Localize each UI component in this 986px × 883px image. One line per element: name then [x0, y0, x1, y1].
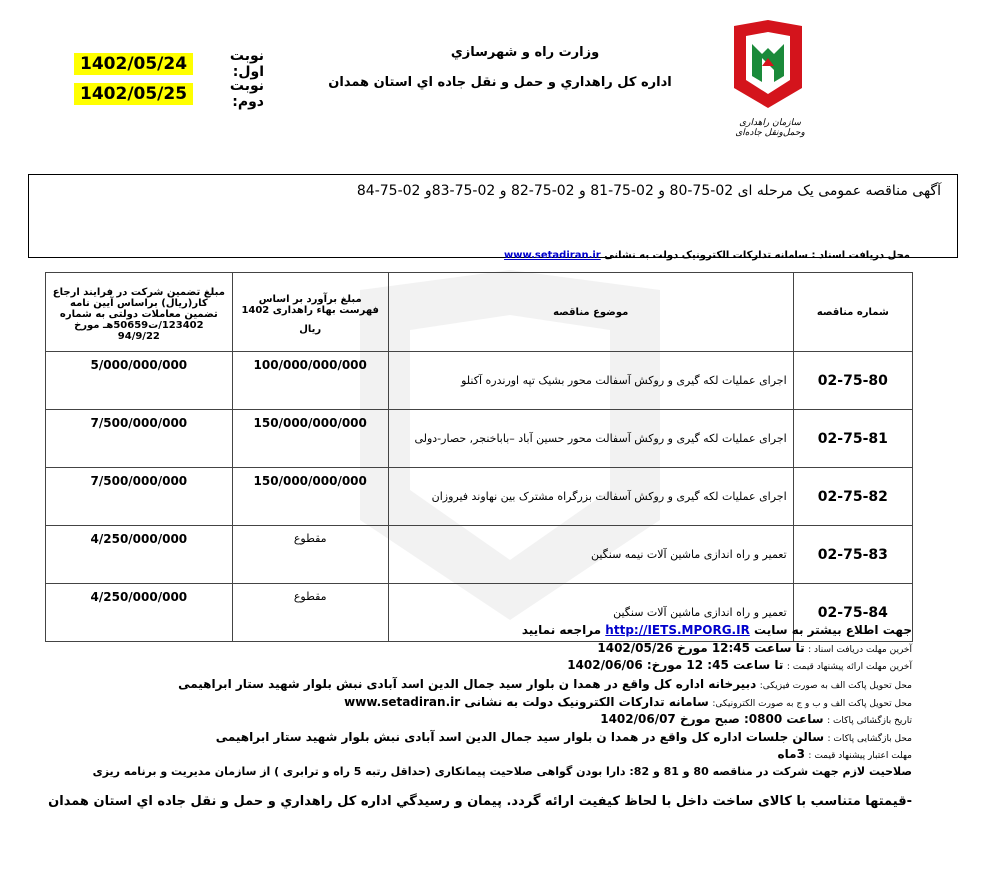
opening-date-value: ساعت 0800: صبح مورخ 1402/06/07 — [600, 712, 824, 726]
table-row — [46, 410, 913, 468]
tender-number: 02-75-81 — [793, 410, 912, 468]
tender-subject: تعمیر و راه اندازی ماشین آلات سنگین — [388, 584, 793, 642]
directorate-name: اداره كل راهداري و حمل و نقل جاده اي استان همدان — [328, 75, 672, 90]
validity-line — [52, 747, 912, 761]
tender-estimate: 150/000/000/000 — [232, 410, 388, 468]
tender-estimate: 150/000/000/000 — [232, 468, 388, 526]
final-note: -قیمتها متناسب با کالای ساخت داخل با لحاظ کیفیت ارائه گردد. پیمان و رسیدگي اداره كل راهداري و حمل و نقل جاده اي استان همدان — [48, 794, 912, 809]
physical-delivery-line — [52, 677, 912, 691]
doc-deadline-line — [52, 641, 912, 655]
header-estimate-text: مبلغ برآورد بر اساس فهرست بهاء راهداری 1402 — [241, 293, 379, 316]
tender-title: آگهی مناقصه عمومی یک مرحله ای 02-75-80 و 02-75-81 و 02-75-82 و 02-75-83و 02-75-84 — [356, 183, 941, 199]
document-source-text: محل دریافت اسناد : سامانه تدارکات الکترونیک دولت به نشانی — [604, 250, 910, 261]
bid-deadline-label: آخرین مهلت ارائه پیشنهاد قیمت : — [786, 662, 912, 672]
tender-deposit: 4/250/000/000 — [46, 584, 233, 642]
tender-estimate: 100/000/000/000 — [232, 352, 388, 410]
validity-value: 3ماه — [777, 747, 805, 761]
logo-caption: سازمان راهداری وحمل‌ونقل جاده‌ای — [735, 118, 805, 138]
opening-place-value: سالن جلسات اداره کل واقع در همدا ن بلوار سید جمال الدین اسد آبادی نبش بلوار شهید ستار ابراهیمی — [215, 730, 825, 744]
second-publication — [74, 78, 264, 110]
electronic-delivery-line — [52, 695, 912, 709]
validity-label: مهلت اعتبار پیشنهاد قیمت : — [808, 751, 912, 761]
electronic-delivery-label: محل تحویل پاکت الف و ب و ج به صورت الکترونیکی: — [712, 699, 912, 709]
tender-number: 02-75-83 — [793, 526, 912, 584]
tender-estimate: مقطوع — [232, 526, 388, 584]
header-subject: موضوع مناقصه — [388, 273, 793, 352]
table-row — [46, 352, 913, 410]
more-info-text: جهت اطلاع بیشتر به سایت — [754, 623, 912, 637]
tender-number: 02-75-80 — [793, 352, 912, 410]
organization-logo-icon — [728, 18, 808, 110]
header-estimate-unit: ریال — [299, 323, 322, 335]
qualification-line: صلاحیت لازم جهت شرکت در مناقصه 80 و 81 و 82: دارا بودن گواهی صلاحیت پیمانکاری (حداقل رتبه 5 راه و ترابری ) از سازمان مدیریت و برنامه ریزی — [92, 765, 912, 778]
bid-deadline-line — [52, 658, 912, 672]
opening-place-line — [52, 730, 912, 744]
tender-deposit: 7/500/000/000 — [46, 410, 233, 468]
iets-link[interactable]: http://IETS.MPORG.IR — [605, 623, 750, 637]
second-publication-date: 1402/05/25 — [74, 83, 193, 105]
doc-deadline-label: آخرین مهلت دریافت اسناد : — [808, 645, 912, 655]
physical-delivery-label: محل تحویل پاکت الف به صورت فیزیکی: — [759, 681, 912, 691]
document-source-line — [500, 250, 910, 264]
header-estimate — [232, 273, 388, 352]
table-row — [46, 468, 913, 526]
first-publication — [74, 48, 264, 80]
tender-number: 02-75-84 — [793, 584, 912, 642]
ministry-name: وزارت راه و شهرسازي — [450, 45, 600, 60]
opening-place-label: محل بازگشایی پاکات : — [827, 734, 912, 744]
tender-subject: اجرای عملیات لکه گیری و روکش آسفالت بزرگراه مشترک بین نهاوند فیروزان — [388, 468, 793, 526]
tender-deposit: 4/250/000/000 — [46, 526, 233, 584]
tender-deposit: 7/500/000/000 — [46, 468, 233, 526]
opening-date-line — [52, 712, 912, 726]
doc-deadline-value: تا ساعت 12:45 مورخ 1402/05/26 — [597, 641, 805, 655]
more-info-suffix: مراجعه نمایید — [521, 623, 602, 637]
second-publication-label: نوبت دوم: — [229, 78, 264, 110]
header-deposit: مبلغ تضمین شرکت در فرایند ارجاع کار(ریال) براساس آیین نامه تضمین معاملات دولتی به شماره 123402/ت50659هـ مورخ 94/9/22 — [46, 273, 233, 352]
tender-subject: اجرای عملیات لکه گیری و روکش آسفالت محور بشیک تپه اورندره آکنلو — [388, 352, 793, 410]
table-row — [46, 526, 913, 584]
tender-subject: تعمیر و راه اندازی ماشین آلات نیمه سنگین — [388, 526, 793, 584]
first-publication-label: نوبت اول: — [229, 48, 264, 80]
electronic-delivery-value: سامانه تدارکات الکترونیک دولت به نشانی www.setadiran.ir — [344, 695, 709, 709]
first-publication-date: 1402/05/24 — [74, 53, 193, 75]
table-header-row — [46, 273, 913, 352]
header-number: شماره مناقصه — [793, 273, 912, 352]
setadiran-link[interactable]: www.setadiran.ir — [504, 250, 601, 261]
tender-number: 02-75-82 — [793, 468, 912, 526]
tender-table — [45, 272, 913, 642]
physical-delivery-value: دبیرخانه اداره کل واقع در همدا ن بلوار سید جمال الدین اسد آبادی نبش بلوار شهید ستار ابراهیمی — [178, 677, 757, 691]
title-box — [28, 174, 958, 258]
tender-subject: اجرای عملیات لکه گیری و روکش آسفالت محور حسین آباد –باباخنجر, حصار-دولی — [388, 410, 793, 468]
bid-deadline-value: تا ساعت 45: 12 مورخ: 1402/06/06 — [567, 658, 784, 672]
opening-date-label: تاریخ بازگشائی پاکات : — [827, 716, 912, 726]
tender-estimate: مقطوع — [232, 584, 388, 642]
tender-deposit: 5/000/000/000 — [46, 352, 233, 410]
more-info-line — [52, 623, 912, 637]
